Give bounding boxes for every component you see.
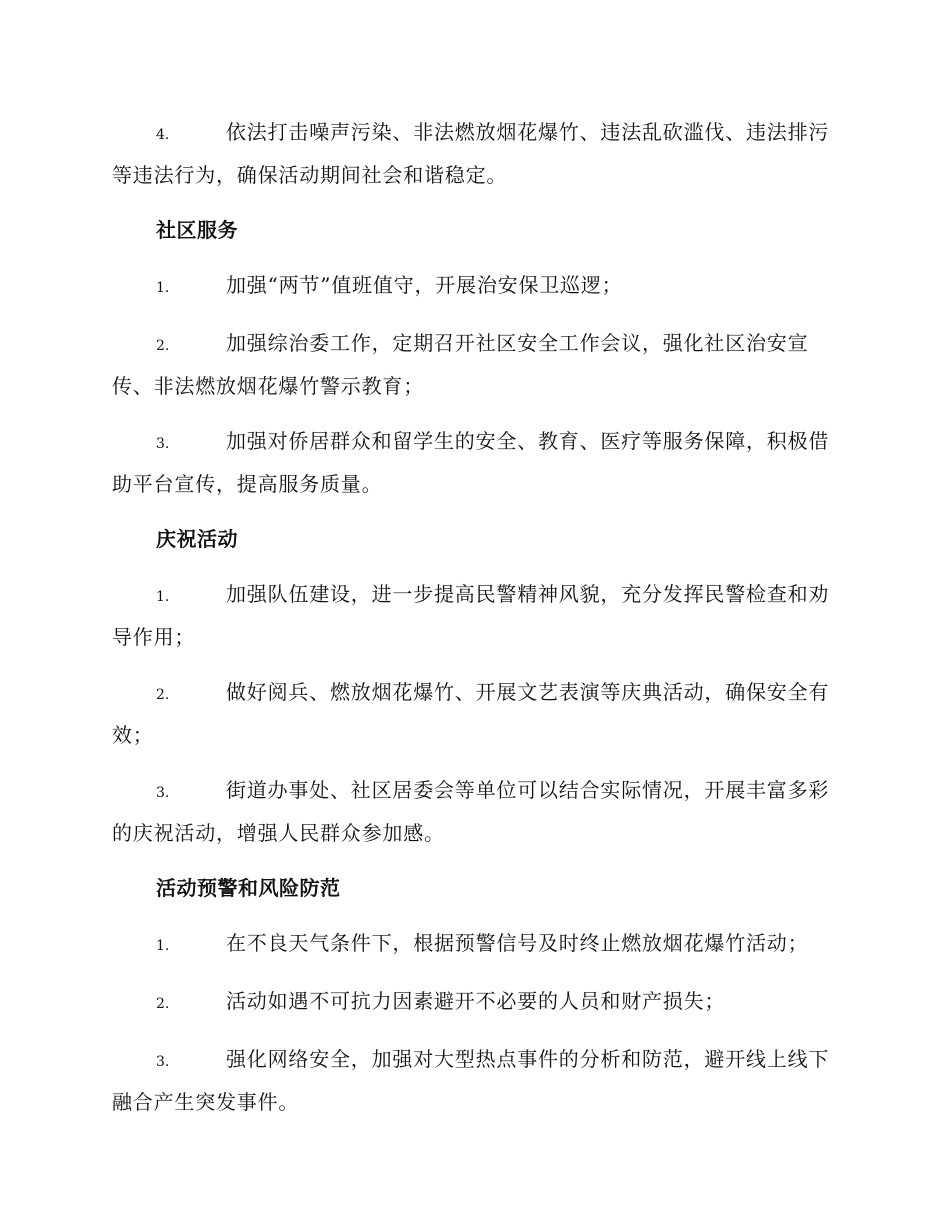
item-number: 3. — [156, 436, 170, 452]
section-community-service — [112, 210, 840, 504]
item-text: 做好阅兵、燃放烟花爆竹、开展文艺表演等庆典活动，确保安全有效； — [112, 680, 830, 747]
list-item — [112, 574, 840, 657]
list-item — [112, 923, 840, 966]
item-number: 4. — [156, 127, 170, 143]
item-text: 在不良天气条件下，根据预警信号及时终止燃放烟花爆竹活动； — [226, 931, 809, 955]
item-number: 2. — [156, 996, 170, 1012]
section-celebration — [112, 519, 840, 853]
section-heading: 庆祝活动 — [156, 527, 238, 551]
item-text: 活动如遇不可抗力因素避开不必要的人员和财产损失； — [226, 989, 726, 1013]
item-number: 2. — [156, 338, 170, 354]
item-number: 2. — [156, 687, 170, 703]
list-item — [112, 981, 840, 1024]
section-heading: 社区服务 — [156, 218, 238, 242]
list-item — [112, 1039, 840, 1122]
item-number: 3. — [156, 1054, 170, 1070]
list-item — [112, 265, 840, 308]
intro-list-item — [112, 112, 840, 195]
item-text: 加强综治委工作，定期召开社区安全工作会议，强化社区治安宣传、非法燃放烟花爆竹警示教育； — [112, 331, 809, 398]
item-text: 街道办事处、社区居委会等单位可以结合实际情况，开展丰富多彩的庆祝活动，增强人民群众参加感。 — [112, 778, 830, 845]
item-text: 加强“两节”值班值守，开展治安保卫巡逻； — [226, 273, 623, 297]
list-item — [112, 672, 840, 755]
list-item — [112, 323, 840, 406]
list-item — [112, 421, 840, 504]
section-heading: 活动预警和风险防范 — [156, 876, 341, 900]
section-risk-prevention — [112, 868, 840, 1122]
list-item — [112, 770, 840, 853]
item-number: 1. — [156, 938, 170, 954]
item-text: 加强队伍建设，进一步提高民警精神风貌，充分发挥民警检查和劝导作用； — [112, 582, 830, 649]
item-text: 依法打击噪声污染、非法燃放烟花爆竹、违法乱砍滥伐、违法排污等违法行为，确保活动期间社会和谐稳定。 — [112, 120, 830, 187]
item-text: 加强对侨居群众和留学生的安全、教育、医疗等服务保障，积极借助平台宣传，提高服务质量。 — [112, 429, 830, 496]
item-number: 1. — [156, 589, 170, 605]
item-number: 3. — [156, 785, 170, 801]
item-number: 1. — [156, 280, 170, 296]
item-text: 强化网络安全，加强对大型热点事件的分析和防范，避开线上线下融合产生突发事件。 — [112, 1047, 830, 1114]
